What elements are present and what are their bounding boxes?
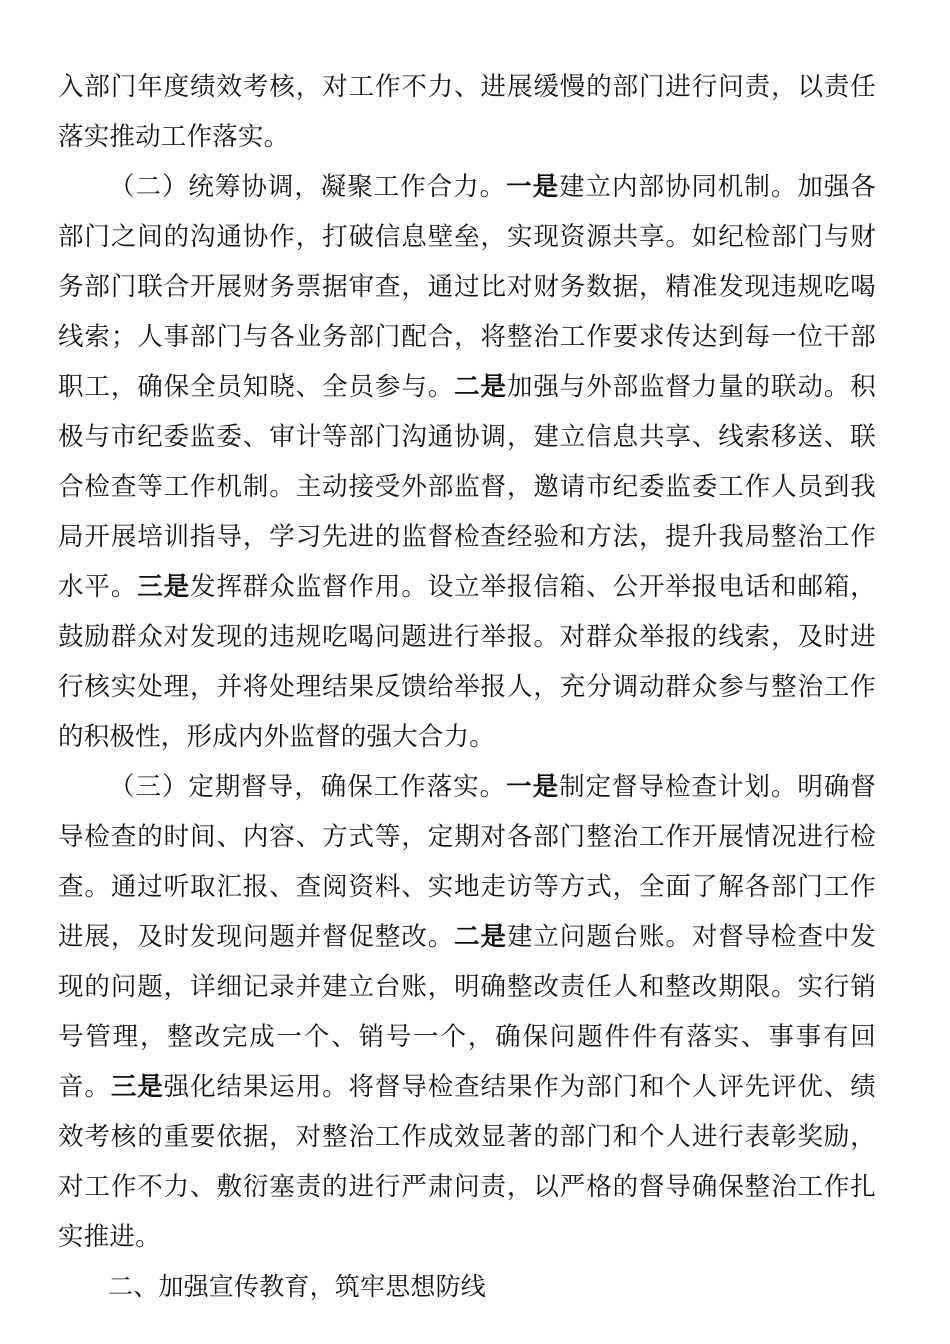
- section-lead: （三）定期督导，确保工作落实。: [109, 772, 507, 802]
- point-marker-first: 一是: [506, 172, 560, 202]
- point-text: 制定督导检查计划。明确督导检查的时间、内容、方式等，定期对各部门整治工作开展情况进行检查。通过听取汇报、查阅资料、实地走访等方式，全面了解各部门工作进展，及时发现问题并督促整改。: [58, 772, 876, 952]
- point-marker-second: 二是: [454, 372, 507, 402]
- point-text: 加强与外部监督力量的联动。积极与市纪委监委、审计等部门沟通协调，建立信息共享、线索移送、联合检查等工作机制。主动接受外部监督，邀请市纪委监委工作人员到我局开展培训指导，学习先进的监督检查经验和方法，提升我局整治工作水平。: [58, 372, 876, 602]
- point-text: 建立内部协同机制。加强各部门之间的沟通协作，打破信息壁垒，实现资源共享。如纪检部门与财务部门联合开展财务票据审查，通过比对财务数据，精准发现违规吃喝线索；人事部门与各业务部门配合，将整治工作要求传达到每一位干部职工，确保全员知晓、全员参与。: [58, 172, 876, 402]
- point-text: 强化结果运用。将督导检查结果作为部门和个人评先评优、绩效考核的重要依据，对整治工作成效显著的部门和个人进行表彰奖励，对工作不力、敷衍塞责的进行严肃问责，以严格的督导确保整治工作扎实推进。: [58, 1072, 877, 1252]
- section-heading: 二、加强宣传教育，筑牢思想防线: [108, 1272, 487, 1301]
- point-text: 发挥群众监督作用。设立举报信箱、公开举报电话和邮箱，鼓励群众对发现的违规吃喝问题进行举报。对群众举报的线索，及时进行核实处理，并将处理结果反馈给举报人，充分调动群众参与整治工作的积极性，形成内外监督的强大合力。: [58, 572, 876, 752]
- paragraph-coordination: [58, 162, 876, 762]
- section-lead: （二）统筹协调，凝聚工作合力。: [109, 172, 507, 202]
- paragraph-supervision: [58, 762, 876, 1262]
- point-marker-second: 二是: [454, 922, 507, 952]
- point-text: 建立问题台账。对督导检查中发现的问题，详细记录并建立台账，明确整改责任人和整改期限。实行销号管理，整改完成一个、销号一个，确保问题件件有落实、事事有回音。: [58, 922, 876, 1102]
- point-marker-third: 三是: [137, 572, 191, 602]
- point-marker-first: 一是: [506, 772, 560, 802]
- paragraph-text: 入部门年度绩效考核，对工作不力、进展缓慢的部门进行问责，以责任落实推动工作落实。: [58, 72, 876, 152]
- point-marker-third: 三是: [110, 1072, 164, 1102]
- paragraph-continuation: [58, 62, 876, 162]
- document-page: [58, 62, 876, 1312]
